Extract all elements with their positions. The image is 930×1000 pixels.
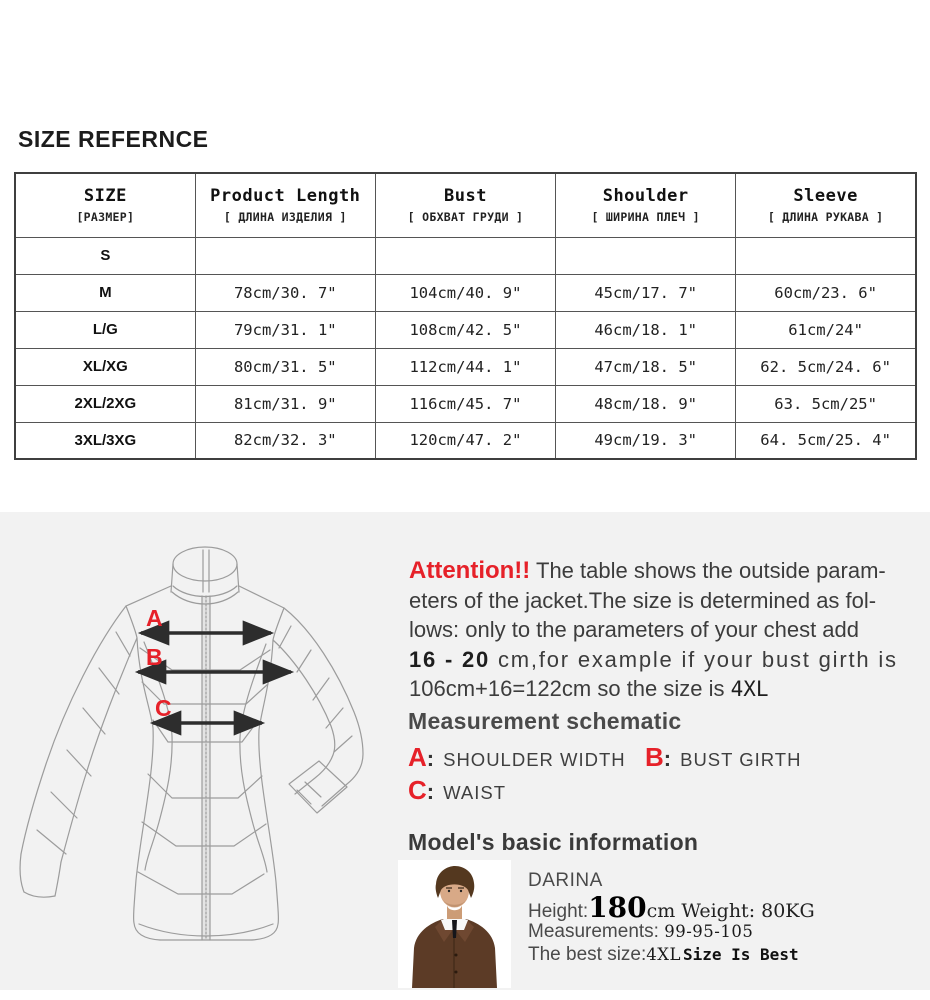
size-label: M (15, 274, 195, 311)
model-measurements (528, 921, 753, 943)
best-size-label: The best size: (528, 944, 647, 965)
attention-range: 16 - 20 (409, 646, 491, 672)
schematic-item-bust (645, 742, 801, 773)
attention-label: Attention!! (409, 557, 531, 584)
table-row-m (15, 274, 916, 311)
attention-line-4 (409, 645, 925, 675)
table-cell: 64. 5cm/25. 4" (736, 422, 916, 459)
height-value: 180 (588, 891, 647, 924)
col-header-sleeve-ru: [ ДЛИНА РУКАВА ] (767, 210, 884, 225)
table-cell: 60cm/23. 6" (736, 274, 916, 311)
table-cell (556, 237, 736, 274)
col-header-length-en: Product Length (210, 186, 361, 207)
diagram-label-a: A (146, 605, 163, 631)
jacket-measurement-diagram (0, 520, 400, 1000)
model-photo (398, 860, 511, 988)
best-size-value: 4XL (646, 945, 681, 964)
table-row-xl (15, 348, 916, 385)
attention-line-1 (409, 556, 925, 586)
table-cell: 62. 5cm/24. 6" (736, 348, 916, 385)
measurements-value: 99-95-105 (664, 922, 754, 941)
schematic-key-c: C (408, 775, 427, 805)
weight-value: Weight: 80KG (681, 900, 815, 922)
table-cell: 49cm/19. 3" (556, 422, 736, 459)
table-cell: 45cm/17. 7" (556, 274, 736, 311)
col-header-size-en: SIZE (83, 186, 127, 207)
schematic-key-a: A (408, 742, 427, 772)
colon: : (426, 779, 435, 804)
attention-line-3: lows: only to the parameters of your chest add (409, 617, 860, 642)
attention-line-2: eters of the jacket.The size is determined as fol- (409, 587, 877, 613)
table-cell: 80cm/31. 5" (195, 348, 375, 385)
colon: : (663, 746, 672, 771)
jacket-left-sleeve (20, 606, 137, 897)
height-unit: cm (646, 900, 682, 922)
table-cell: 82cm/32. 3" (195, 422, 375, 459)
schematic-item-waist (408, 775, 506, 806)
table-cell: 46cm/18. 1" (556, 311, 736, 348)
col-header-sleeve (736, 173, 916, 237)
table-cell: 47cm/18. 5" (556, 348, 736, 385)
table-cell: 78cm/30. 7" (195, 274, 375, 311)
size-table-header-row (15, 173, 916, 237)
attention-size-value: 4XL (730, 677, 769, 701)
table-cell (736, 237, 916, 274)
schematic-label-b: BUST GIRTH (680, 749, 802, 770)
table-cell: 81cm/31. 9" (195, 385, 375, 422)
col-header-bust-ru: [ ОБХВАТ ГРУДИ ] (407, 210, 524, 225)
table-cell: 116cm/45. 7" (375, 385, 555, 422)
schematic-item-shoulder (408, 742, 626, 773)
table-cell (375, 237, 555, 274)
attention-text: cm,for example if your bust girth is (490, 646, 898, 672)
diagram-label-c: C (155, 695, 172, 721)
schematic-key-b: B (645, 742, 664, 772)
size-label: 2XL/2XG (15, 385, 195, 422)
table-cell: 61cm/24" (736, 311, 916, 348)
attention-example: 106cm+16=122cm so the size is (409, 676, 731, 701)
table-cell: 120cm/47. 2" (375, 422, 555, 459)
model-name: DARINA (528, 870, 603, 891)
diagram-label-b: B (146, 644, 163, 670)
table-cell: 104cm/40. 9" (375, 274, 555, 311)
measure-arrow-b (138, 644, 291, 672)
size-label: S (15, 237, 195, 274)
colon: : (426, 746, 435, 771)
col-header-size-ru: [РАЗМЕР] (76, 210, 135, 225)
size-label: L/G (15, 311, 195, 348)
model-photo-illustration (398, 860, 511, 988)
jacket-right-sleeve (273, 608, 363, 813)
col-header-bust-en: Bust (443, 186, 487, 207)
col-header-length-ru: [ ДЛИНА ИЗДЕЛИЯ ] (223, 210, 347, 225)
height-label: Height: (528, 901, 589, 922)
size-table (14, 172, 917, 460)
col-header-sleeve-en: Sleeve (793, 186, 858, 207)
table-row-2xl (15, 385, 916, 422)
model-info-heading: Model's basic information (408, 829, 699, 855)
best-size-suffix: Size Is Best (682, 945, 799, 964)
col-header-size (15, 173, 195, 237)
attention-text: The table shows the outside param- (530, 558, 886, 583)
schematic-label-c: WAIST (443, 782, 507, 803)
table-row-s (15, 237, 916, 274)
schematic-heading: Measurement schematic (408, 708, 682, 734)
schematic-label-a: SHOULDER WIDTH (443, 749, 626, 770)
attention-note (409, 556, 925, 705)
model-height-weight (528, 891, 815, 924)
col-header-shoulder-ru: [ ШИРИНА ПЛЕЧ ] (591, 210, 700, 225)
measurements-label: Measurements: (528, 921, 665, 942)
table-cell: 63. 5cm/25" (736, 385, 916, 422)
table-row-l (15, 311, 916, 348)
table-row-3xl (15, 422, 916, 459)
size-label: XL/XG (15, 348, 195, 385)
table-cell: 48cm/18. 9" (556, 385, 736, 422)
model-best-size (528, 944, 799, 966)
col-header-length (195, 173, 375, 237)
col-header-shoulder-en: Shoulder (602, 186, 689, 207)
table-cell (195, 237, 375, 274)
table-cell: 112cm/44. 1" (375, 348, 555, 385)
col-header-shoulder (556, 173, 736, 237)
table-cell: 79cm/31. 1" (195, 311, 375, 348)
table-cell: 108cm/42. 5" (375, 311, 555, 348)
col-header-bust (375, 173, 555, 237)
page-title: SIZE REFERNCE (18, 126, 209, 152)
size-label: 3XL/3XG (15, 422, 195, 459)
attention-line-5 (409, 674, 925, 705)
